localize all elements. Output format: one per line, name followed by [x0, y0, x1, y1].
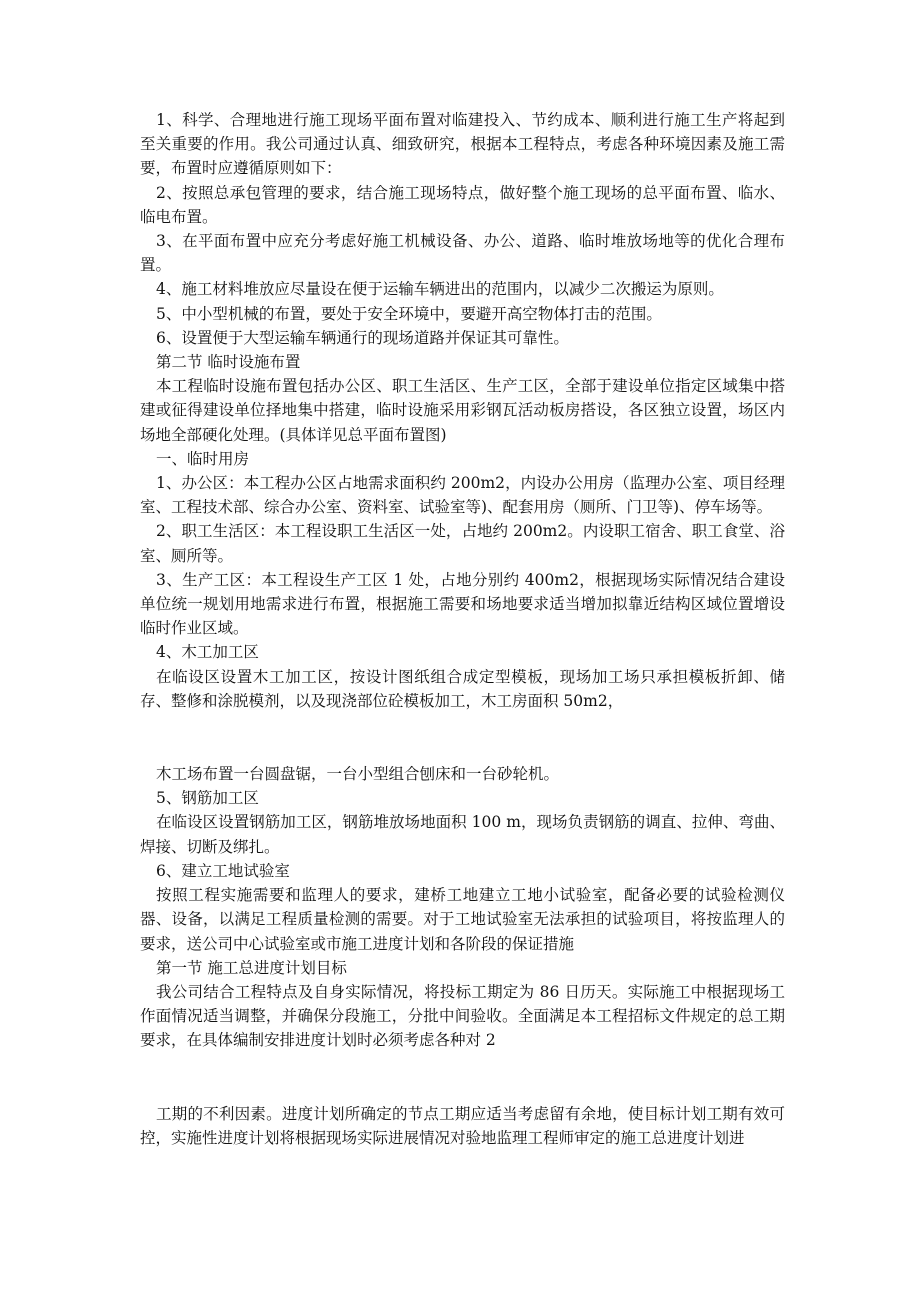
schedule-target: 我公司结合工程特点及自身实际情况，将投标工期定为 86 日历天。实际施工中根据现场工作面情况适当调整，并确保分段施工，分批中间验收。全面满足本工程招标文件规定的总工期要求，在具体编制安排进度计划时必须考虑各种对 2 [140, 982, 785, 1050]
principle-3: 3、在平面布置中应充分考虑好施工机械设备、办公、道路、临时堆放场地等的优化合理布置。 [140, 232, 785, 275]
production-area: 3、生产工区：本工程设生产工区 1 处，占地分别约 400m2，根据现场实际情况结合建设单位统一规划用地需求进行布置，根据施工需要和场地要求适当增加拟靠近结构区域位置增设临时作业区域。 [140, 570, 785, 638]
rebar-heading: 5、钢筋加工区 [156, 789, 259, 808]
carpentry-heading: 4、木工加工区 [156, 643, 259, 662]
temp-facilities-intro: 本工程临时设施布置包括办公区、职工生活区、生产工区，全部于建设单位指定区域集中搭建或征得建设单位择地集中搭建，临时设施采用彩钢瓦活动板房搭设，各区独立设置，场区内场地全部硬化处理。(具体详见总平面布置图) [140, 377, 785, 444]
carpentry-equipment: 木工场布置一台圆盘锯，一台小型组合刨床和一台砂轮机。 [156, 765, 560, 784]
principle-2: 2、按照总承包管理的要求，结合施工现场特点，做好整个施工现场的总平面布置、临水、临电布置。 [140, 183, 785, 226]
rebar-text: 在临设区设置钢筋加工区，钢筋堆放场地面积 100 m，现场负责钢筋的调直、拉伸、弯曲、焊接、切断及绑扎。 [140, 813, 785, 856]
principle-5: 5、中小型机械的布置，要处于安全环境中，要避开高空物体打击的范围。 [156, 304, 662, 323]
section-1-heading: 第一节 施工总进度计划目标 [156, 958, 347, 977]
living-area: 2、职工生活区：本工程设职工生活区一处，占地约 200m2。内设职工宿舍、职工食堂、浴室、厕所等。 [140, 522, 785, 565]
document-page [140, 108, 785, 1150]
carpentry-text: 在临设区设置木工加工区，按设计图纸组合成定型模板，现场加工场只承担模板折卸、储存、整修和涂脱模剂，以及现浇部位砼模板加工，木工房面积 50m2， [140, 667, 785, 710]
schedule-risks: 工期的不利因素。进度计划所确定的节点工期应适当考虑留有余地，使目标计划工期有效可控，实施性进度计划将根据现场实际进展情况对验地监理工程师审定的施工总进度计划进 [140, 1104, 785, 1147]
principle-4: 4、施工材料堆放应尽量设在便于运输车辆进出的范围内，以减少二次搬运为原则。 [156, 280, 724, 299]
temp-housing-heading: 一、临时用房 [156, 449, 250, 468]
lab-heading: 6、建立工地试验室 [156, 861, 290, 880]
page-break-2 [140, 1053, 785, 1102]
lab-text: 按照工程实施需要和监理人的要求，建桥工地建立工地小试验室，配备必要的试验检测仪器、设备，以满足工程质量检测的需要。对于工地试验室无法承担的试验项目，将按监理人的要求，送公司中心试验室或市施工进度计划和各阶段的保证措施 [140, 886, 785, 953]
office-area: 1、办公区：本工程办公区占地需求面积约 200m2，内设办公用房（监理办公室、项目经理室、工程技术部、综合办公室、资料室、试验室等)、配套用房（厕所、门卫等)、停车场等。 [140, 474, 785, 517]
principle-6: 6、设置便于大型运输车辆通行的现场道路并保证其可靠性。 [156, 328, 569, 347]
section-2-heading: 第二节 临时设施布置 [156, 353, 301, 372]
page-break-1 [140, 713, 785, 762]
principle-1: 1、科学、合理地进行施工现场平面布置对临建投入、节约成本、顺利进行施工生产将起到至关重要的作用。我公司通过认真、细致研究，根据本工程特点，考虑各种环境因素及施工需要，布置时应遵循原则如下： [140, 111, 785, 178]
